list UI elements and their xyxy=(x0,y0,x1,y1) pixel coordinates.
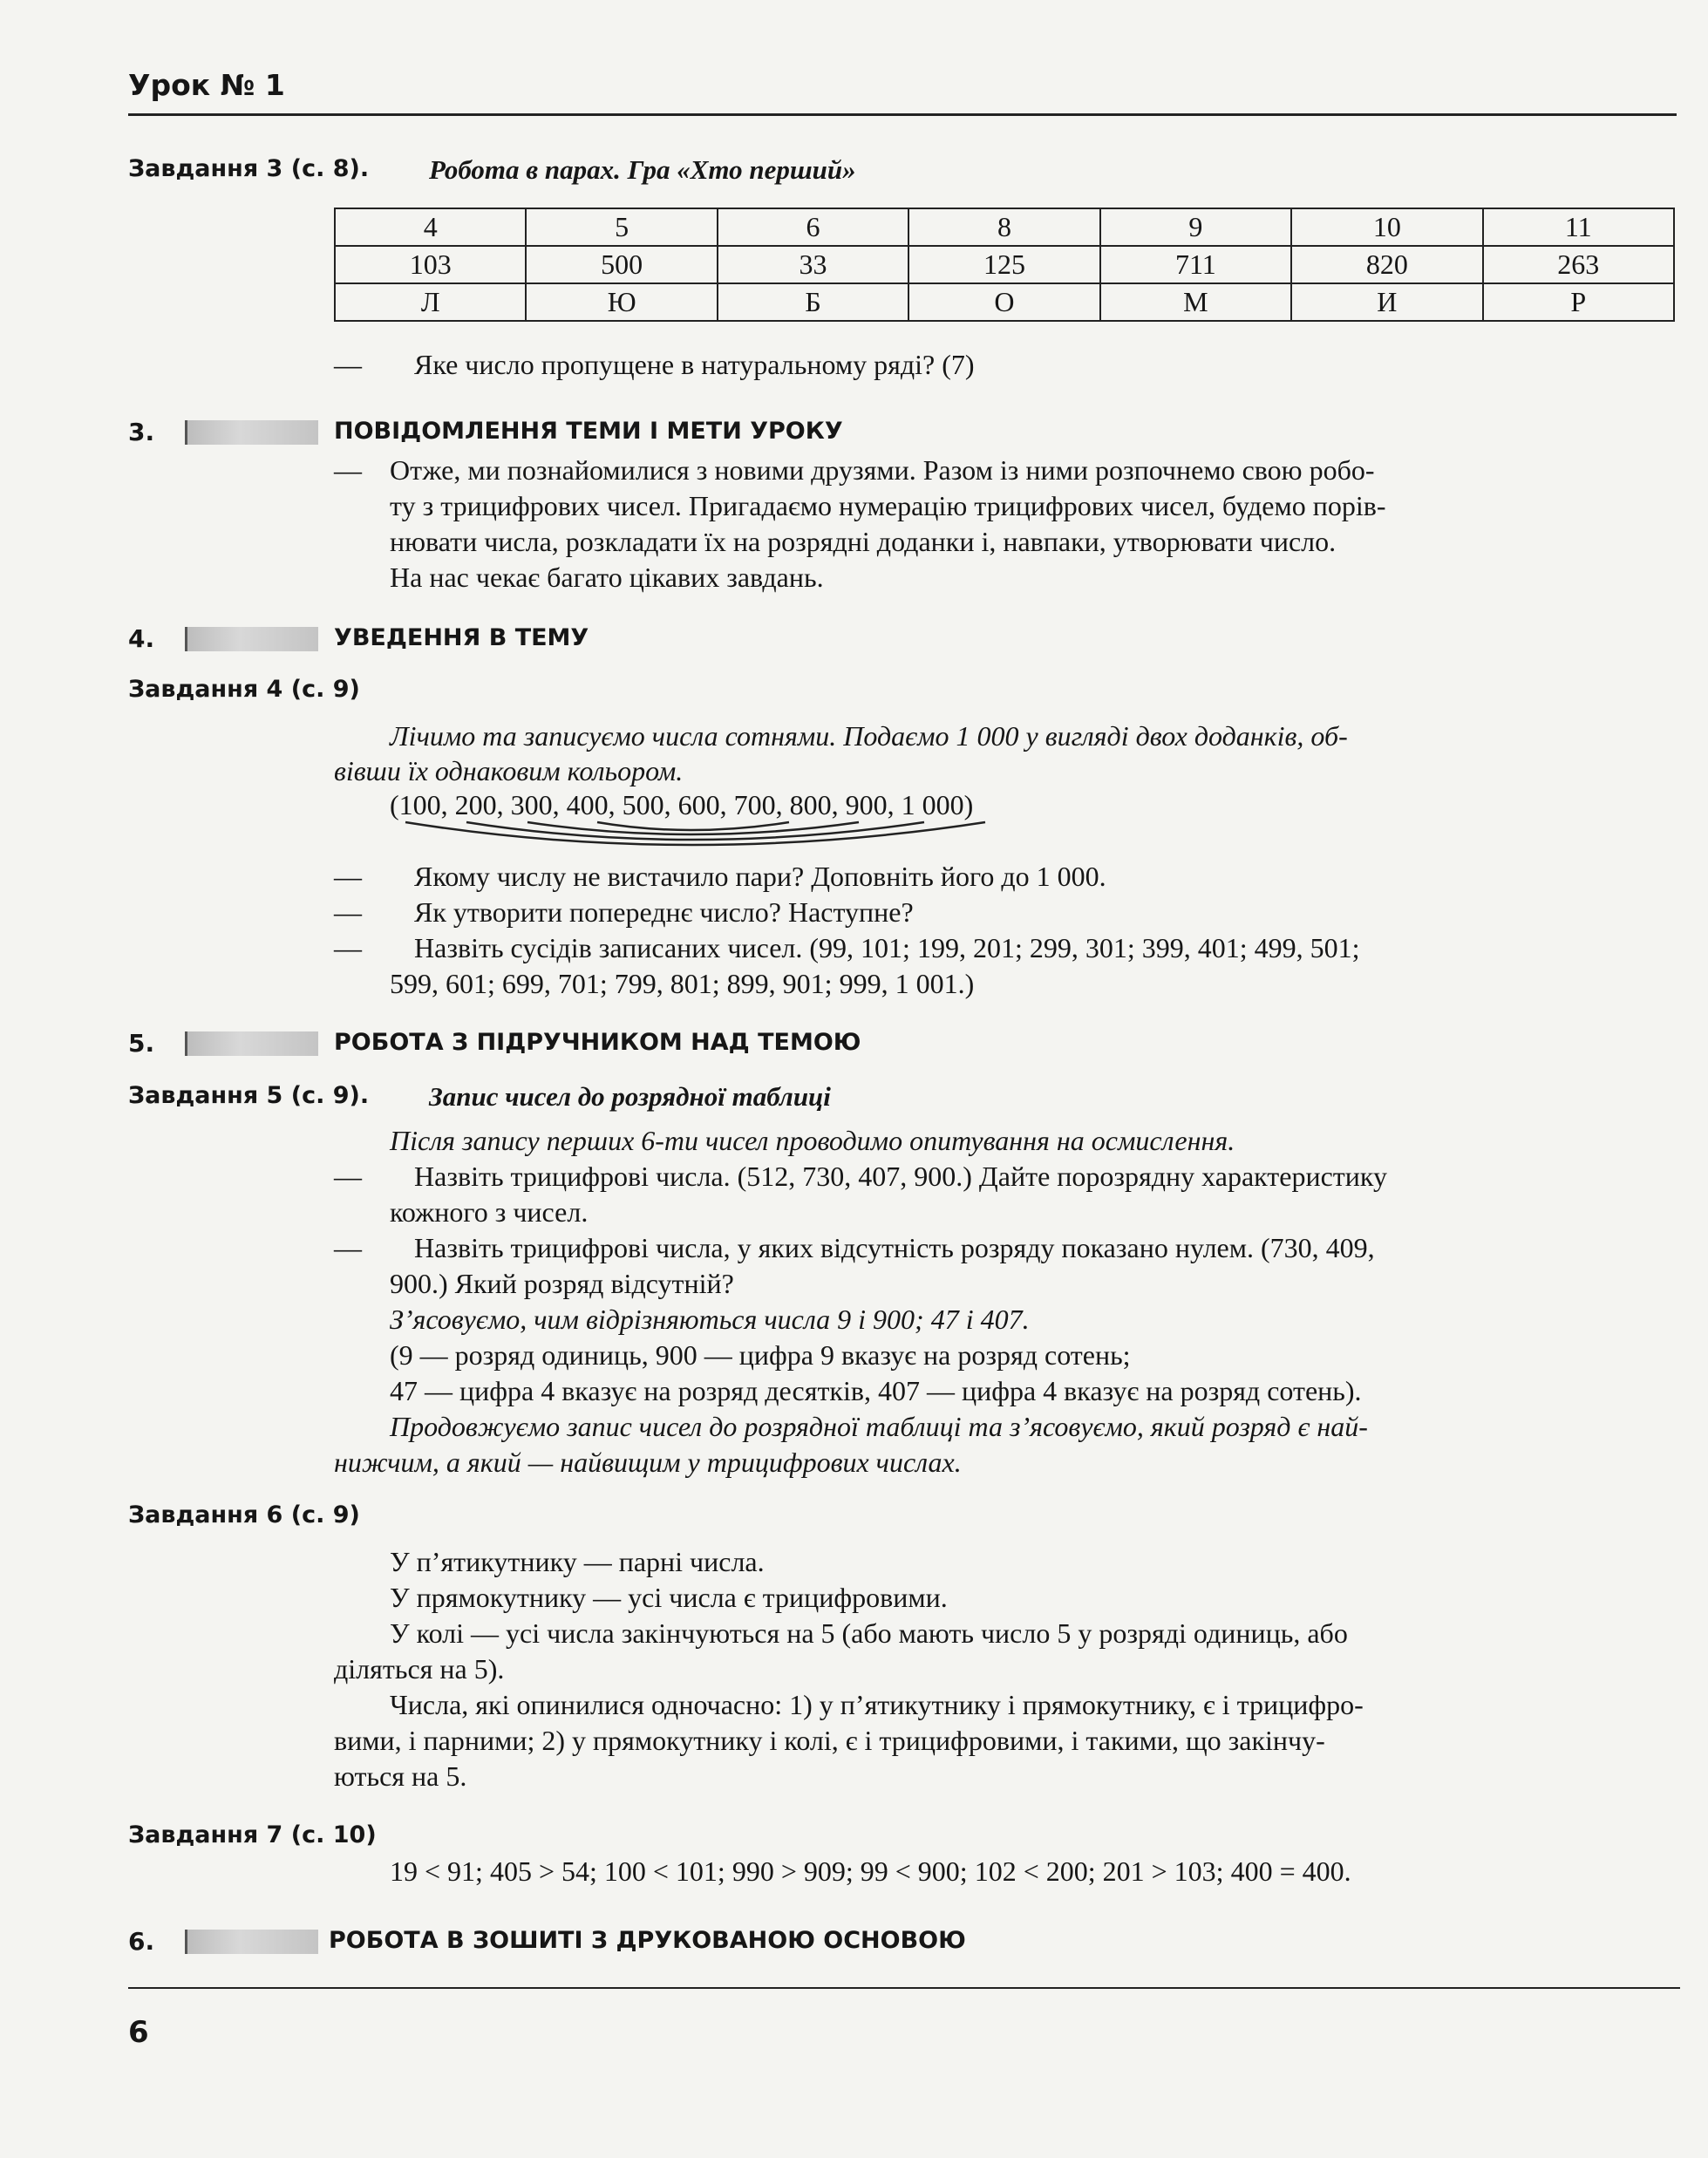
section6-title: РОБОТА В ЗОШИТІ З ДРУКОВАНОЮ ОСНОВОЮ xyxy=(329,1927,966,1954)
dash: — xyxy=(334,861,362,892)
table-cell: 125 xyxy=(908,246,1099,283)
table-row xyxy=(335,208,1674,246)
table-cell: 10 xyxy=(1291,208,1482,246)
table-cell: 6 xyxy=(718,208,908,246)
task5-instruction2: З’ясовуємо, чим відрізняються числа 9 і 900; 47 і 407. xyxy=(390,1304,1030,1335)
task5-answer2: 47 — цифра 4 вказує на розряд десятків, 407 — цифра 4 вказує на розряд сотень). xyxy=(390,1375,1362,1406)
task6-line5: Числа, які опинилися одночасно: 1) у п’ятикутнику і прямокутнику, є і трицифро- xyxy=(390,1689,1364,1720)
task4-sequence: (100, 200, 300, 400, 500, 600, 700, 800, 900, 1 000) xyxy=(390,789,974,820)
task6-line1: У п’ятикутнику — парні числа. xyxy=(390,1546,765,1577)
footer-rule xyxy=(128,1987,1680,1989)
task7-label: Завдання 7 (с. 10) xyxy=(128,1821,377,1848)
table-cell: 263 xyxy=(1483,246,1674,283)
section3-line1: Отже, ми познайомилися з новими друзями. Разом із ними розпочнемо свою робо- xyxy=(390,454,1375,486)
task4-q1 xyxy=(334,859,1106,894)
task5-answer1: (9 — розряд одиниць, 900 — цифра 9 вказує на розряд сотень; xyxy=(390,1339,1131,1371)
task4-instruction2: вівши їх однаковим кольором. xyxy=(334,755,684,786)
table-cell: И xyxy=(1291,283,1482,321)
task4-label: Завдання 4 (с. 9) xyxy=(128,676,360,703)
section5-title: РОБОТА З ПІДРУЧНИКОМ НАД ТЕМОЮ xyxy=(334,1029,861,1056)
table-cell: 500 xyxy=(526,246,717,283)
q2-text: Як утворити попереднє число? Наступне? xyxy=(414,896,914,928)
section3-line3: нювати числа, розкладати їх на розрядні доданки і, навпаки, утворювати число. xyxy=(390,526,1337,557)
section5-number: 5. xyxy=(128,1029,155,1058)
dash: — xyxy=(334,932,362,963)
q3-text: Назвіть сусідів записаних чисел. (99, 101; 199, 201; 299, 301; 399, 401; 499, 501; xyxy=(414,932,1360,963)
lesson-title: Урок № 1 xyxy=(128,68,285,102)
section3-number: 3. xyxy=(128,418,155,446)
task5-instruction3: Продовжуємо запис чисел до розрядної таблиці та з’ясовуємо, який розряд є най- xyxy=(390,1411,1368,1442)
table-cell: М xyxy=(1100,283,1291,321)
task6-line4: діляться на 5). xyxy=(334,1653,505,1685)
task3-question xyxy=(334,347,975,382)
table-cell: 820 xyxy=(1291,246,1482,283)
task3-label: Завдання 3 (с. 8). xyxy=(128,155,370,182)
section3-line4: На нас чекає багато цікавих завдань. xyxy=(390,562,824,593)
table-cell: Л xyxy=(335,283,526,321)
task5-q1 xyxy=(334,1159,1387,1194)
table-cell: 33 xyxy=(718,246,908,283)
task5-instruction4: нижчим, а який — найвищим у трицифрових числах. xyxy=(334,1447,962,1478)
table-cell: 9 xyxy=(1100,208,1291,246)
task6-line3: У колі — усі числа закінчуються на 5 (або мають число 5 у розряді одиниць, або xyxy=(390,1617,1348,1649)
question-text: Яке число пропущене в натуральному ряді? (7) xyxy=(414,349,975,380)
task5-title: Запис чисел до розрядної таблиці xyxy=(429,1081,831,1112)
task4-q3 xyxy=(334,930,1360,965)
task6-line2: У прямокутнику — усі числа є трицифровими. xyxy=(390,1582,948,1613)
table-cell: Ю xyxy=(526,283,717,321)
section-marker xyxy=(185,1031,318,1056)
section-marker xyxy=(185,627,318,651)
table-cell: Р xyxy=(1483,283,1674,321)
task3-table xyxy=(334,208,1675,322)
dash: — xyxy=(334,896,362,928)
table-cell: 11 xyxy=(1483,208,1674,246)
q1-text: Якому числу не вистачило пари? Доповніть його до 1 000. xyxy=(414,861,1106,892)
section4-number: 4. xyxy=(128,624,155,653)
task5-q2-cont: 900.) Який розряд відсутній? xyxy=(390,1268,734,1299)
task5-label: Завдання 5 (с. 9). xyxy=(128,1082,370,1109)
page-number: 6 xyxy=(128,2015,149,2050)
section-marker xyxy=(185,1930,318,1954)
header-rule xyxy=(128,113,1677,116)
pairing-arcs xyxy=(384,815,1081,863)
task5-q1-cont: кожного з чисел. xyxy=(390,1196,589,1228)
table-row xyxy=(335,283,1674,321)
q2-text: Назвіть трицифрові числа, у яких відсутність розряду показано нулем. (730, 409, xyxy=(414,1232,1375,1263)
table-cell: 103 xyxy=(335,246,526,283)
table-cell: Б xyxy=(718,283,908,321)
dash: — xyxy=(334,1232,362,1263)
task5-instruction1: Після запису перших 6-ти чисел проводимо опитування на осмислення. xyxy=(390,1125,1235,1156)
section4-title: УВЕДЕННЯ В ТЕМУ xyxy=(334,624,589,651)
section6-number: 6. xyxy=(128,1927,155,1956)
table-cell: 5 xyxy=(526,208,717,246)
table-cell: 4 xyxy=(335,208,526,246)
q1-text: Назвіть трицифрові числа. (512, 730, 407, 900.) Дайте порозрядну характеристику xyxy=(414,1161,1387,1192)
table-cell: 8 xyxy=(908,208,1099,246)
task6-line6: вими, і парними; 2) у прямокутнику і колі, є і трицифровими, і такими, що закінчу- xyxy=(334,1725,1325,1756)
table-cell: О xyxy=(908,283,1099,321)
dash: — xyxy=(334,349,362,380)
task3-title: Робота в парах. Гра «Хто перший» xyxy=(429,154,856,185)
task7-comparisons: 19 < 91; 405 > 54; 100 < 101; 990 > 909; 99 < 900; 102 < 200; 201 > 103; 400 = 400. xyxy=(390,1855,1351,1887)
dash: — xyxy=(334,1161,362,1192)
task4-q3-cont: 599, 601; 699, 701; 799, 801; 899, 901; 999, 1 001.) xyxy=(390,968,975,999)
section3-line2: ту з трицифрових чисел. Пригадаємо нумерацію трицифрових чисел, будемо порів- xyxy=(390,490,1386,521)
table-row xyxy=(335,246,1674,283)
table-cell: 711 xyxy=(1100,246,1291,283)
section-marker xyxy=(185,420,318,445)
task6-label: Завдання 6 (с. 9) xyxy=(128,1501,360,1528)
task6-line7: ються на 5. xyxy=(334,1760,467,1792)
task5-q2 xyxy=(334,1230,1375,1265)
section3-dash: — xyxy=(334,454,362,486)
task4-instruction1: Лічимо та записуємо числа сотнями. Подаємо 1 000 у вигляді двох доданків, об- xyxy=(390,720,1348,752)
task4-q2 xyxy=(334,895,914,929)
section3-title: ПОВІДОМЛЕННЯ ТЕМИ І МЕТИ УРОКУ xyxy=(334,418,843,445)
